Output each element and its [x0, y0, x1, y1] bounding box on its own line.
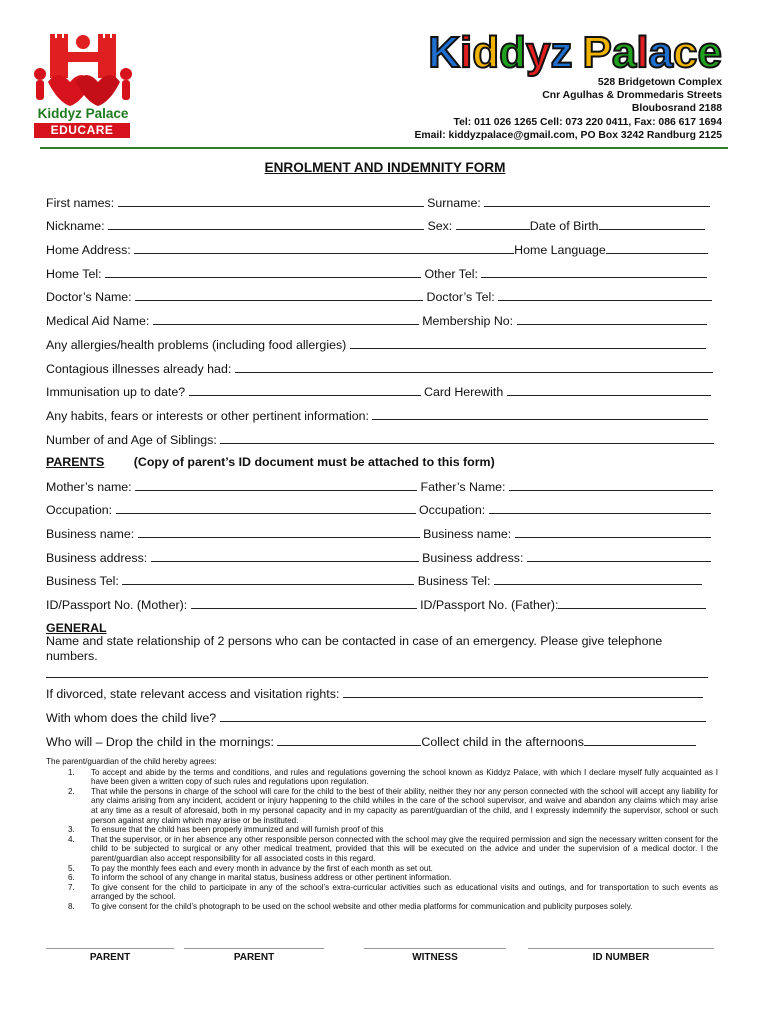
id-father-label: ID/Passport No. (Father):	[420, 598, 559, 612]
contagious-field[interactable]	[235, 361, 713, 373]
row-whom	[46, 710, 706, 725]
row-tel	[46, 266, 707, 281]
row-contagious	[46, 361, 713, 376]
business-address-mother-field[interactable]	[151, 550, 419, 562]
dob-label: Date of Birth	[529, 219, 599, 233]
siblings-label: Number of and Age of Siblings:	[46, 433, 217, 447]
signature-parent-2[interactable]: PARENT	[184, 948, 324, 963]
brand-letter: a	[648, 28, 674, 77]
id-mother-field[interactable]	[191, 597, 417, 609]
address-line: Cnr Agulhas & Drommedaris Streets	[542, 90, 722, 102]
header-divider	[40, 147, 728, 149]
term-item: 3. To ensure that the child has been properly immunized and will furnish proof of this	[68, 825, 384, 835]
parents-heading: PARENTS	[46, 455, 105, 469]
doctors-tel-field[interactable]	[498, 289, 712, 301]
immunisation-label: Immunisation up to date?	[46, 385, 186, 399]
medical-aid-field[interactable]	[153, 313, 419, 325]
first-names-field[interactable]	[118, 195, 424, 207]
occupation-mother-label: Occupation:	[46, 503, 113, 517]
row-parents-heading	[46, 455, 495, 469]
address-line: Email: kiddyzpalace@gmail.com, PO Box 3242 Randburg 2125	[414, 129, 722, 141]
whom-field[interactable]	[220, 710, 706, 722]
address-line: Bloubosrand 2188	[631, 103, 722, 115]
nickname-label: Nickname:	[46, 219, 105, 233]
term-item: 1. To accept and abide by the terms and conditions, and rules and regulations governing the school known as Kiddyz Palace, with which I declare myself fully acquainted as I have been given a written copy of such rules and regulations upon regulation.	[68, 767, 718, 787]
home-tel-label: Home Tel:	[46, 267, 102, 281]
siblings-field[interactable]	[220, 432, 714, 444]
row-id	[46, 597, 706, 612]
brand-letter: z	[550, 28, 573, 77]
home-language-field[interactable]	[606, 242, 708, 254]
doctors-name-label: Doctor’s Name:	[46, 290, 132, 304]
school-address	[414, 76, 722, 142]
id-father-field[interactable]	[558, 597, 706, 609]
business-address-father-label: Business address:	[422, 551, 524, 565]
other-tel-field[interactable]	[481, 266, 707, 278]
business-address-father-field[interactable]	[527, 550, 711, 562]
surname-field[interactable]	[484, 195, 710, 207]
drop-label: Who will – Drop the child in the mornings:	[46, 735, 274, 749]
business-tel-father-label: Business Tel:	[417, 574, 491, 588]
logo-name: Kiddyz Palace	[37, 106, 129, 121]
habits-label: Any habits, fears or interests or other pertinent information:	[46, 409, 370, 423]
home-tel-field[interactable]	[105, 266, 421, 278]
drop-field[interactable]	[277, 734, 421, 746]
divorced-label: If divorced, state relevant access and visitation rights:	[46, 687, 340, 701]
brand-letter: i	[459, 28, 473, 77]
whom-label: With whom does the child live?	[46, 711, 217, 725]
row-doctor	[46, 289, 712, 304]
home-language-label: Home Language	[514, 243, 606, 257]
allergies-field[interactable]	[350, 337, 706, 349]
row-immunisation	[46, 384, 711, 399]
brand-letter: c	[673, 28, 698, 77]
term-item: 5. To pay the monthly fees each and every month in advance by the first of each month as set out.	[68, 863, 433, 873]
home-address-label: Home Address:	[46, 243, 131, 257]
terms-list	[46, 768, 718, 912]
business-name-father-field[interactable]	[515, 526, 711, 538]
business-tel-father-field[interactable]	[494, 573, 702, 585]
row-occupation	[46, 502, 711, 517]
divorced-field[interactable]	[343, 686, 703, 698]
first-names-label: First names:	[46, 196, 115, 210]
row-general-heading	[46, 621, 107, 635]
sex-field[interactable]	[456, 218, 530, 230]
terms-section	[46, 757, 718, 912]
brand-letter: a	[611, 28, 637, 77]
brand-letter: e	[697, 28, 722, 77]
other-tel-label: Other Tel:	[424, 267, 478, 281]
brand-letter: d	[472, 28, 500, 77]
id-number-field[interactable]: ID NUMBER	[528, 948, 714, 963]
brand-letter: K	[428, 28, 460, 77]
term-item: 8. To give consent for the child’s photograph to be used on the school website and other media platforms for communication and publicity purposes solely.	[68, 901, 633, 911]
terms-intro: The parent/guardian of the child hereby agrees:	[46, 757, 217, 766]
allergies-label: Any allergies/health problems (including food allergies)	[46, 338, 347, 352]
card-label: Card Herewith	[424, 385, 504, 399]
row-allergies	[46, 337, 706, 352]
home-address-field[interactable]	[134, 242, 514, 254]
collect-field[interactable]	[584, 734, 696, 746]
doctors-tel-label: Doctor’s Tel:	[426, 290, 495, 304]
address-line: 528 Bridgetown Complex	[597, 77, 722, 88]
contagious-label: Contagious illnesses already had:	[46, 362, 232, 376]
habits-field[interactable]	[372, 408, 708, 420]
row-habits	[46, 408, 708, 423]
signature-parent-1[interactable]: PARENT	[46, 948, 174, 963]
fathers-name-field[interactable]	[509, 479, 713, 491]
mothers-name-label: Mother’s name:	[46, 480, 132, 494]
business-tel-mother-field[interactable]	[122, 573, 414, 585]
mothers-name-field[interactable]	[135, 479, 417, 491]
business-name-mother-field[interactable]	[138, 526, 420, 538]
doctors-name-field[interactable]	[135, 289, 423, 301]
sex-label: Sex:	[427, 219, 453, 233]
brand-letter: l	[636, 28, 649, 77]
occupation-father-field[interactable]	[489, 502, 711, 514]
row-business-name	[46, 526, 711, 541]
logo-educare: EDUCARE	[34, 123, 130, 138]
general-heading: GENERAL	[46, 621, 107, 635]
brand-letter: d	[499, 28, 526, 77]
row-names	[46, 195, 710, 210]
occupation-mother-field[interactable]	[116, 502, 416, 514]
brand-letter: y	[525, 28, 551, 77]
address-line: Tel: 011 026 1265 Cell: 073 220 0411, Fax: 086 617 1694	[453, 116, 722, 128]
term-item: 4. That the supervisor, or in her absence any other responsible person connected with the school may give the required permission and sign the necessary written consent for the child to be subjected to surgical or any other medical treatment, provided that this will be executed on the advice and under the supervision of a medical doctor. I the parent/guardian also accept responsibility for all associated costs in this regard.	[68, 834, 718, 863]
form-title: ENROLMENT AND INDEMNITY FORM	[264, 160, 506, 175]
term-item: 6. To inform the school of any change in marital status, business address or other pertinent information.	[68, 873, 452, 883]
membership-field[interactable]	[517, 313, 707, 325]
term-item: 7. To give consent for the child to participate in any of the school’s extra-curricular activities such as educational visits and outings, and for transportation to such events as arranged by the school.	[68, 882, 718, 902]
row-business-address	[46, 550, 711, 565]
card-field[interactable]	[507, 384, 711, 396]
dob-field[interactable]	[599, 218, 705, 230]
row-siblings	[46, 432, 714, 447]
business-name-mother-label: Business name:	[46, 527, 135, 541]
immunisation-field[interactable]	[189, 384, 421, 396]
fathers-name-label: Father’s Name:	[420, 480, 506, 494]
business-tel-mother-label: Business Tel:	[46, 574, 119, 588]
term-item: 2. That while the persons in charge of the school will care for the child to the best of their ability, neither they nor any person connected with the school will accept any liability for any claims arising from any incident, accident or injury happening to the child whiles in the care of the school supervisor, and waive and abandon any claims which may arise at any time as a result of aforesaid, both in my personal capacity and in my capacity as parent/guardian of the child, and I expressly indemnify the supervisor, school or such person against any claim which may arise or be instituted.	[68, 786, 718, 825]
medical-aid-label: Medical Aid Name:	[46, 314, 150, 328]
business-address-mother-label: Business address:	[46, 551, 148, 565]
emergency-instruction: Name and state relationship of 2 persons who can be contacted in case of an emergency. Please give telephone numbers.	[46, 634, 663, 663]
row-nickname	[46, 218, 705, 233]
brand-letter: P	[582, 28, 612, 77]
business-name-father-label: Business name:	[423, 527, 512, 541]
parents-note: (Copy of parent’s ID document must be attached to this form)	[133, 455, 495, 469]
row-divorced	[46, 686, 703, 701]
membership-label: Membership No:	[422, 314, 514, 328]
occupation-father-label: Occupation:	[419, 503, 486, 517]
id-mother-label: ID/Passport No. (Mother):	[46, 598, 188, 612]
row-medical	[46, 313, 707, 328]
collect-label: Collect child in the afternoons	[421, 735, 584, 749]
row-business-tel	[46, 573, 702, 588]
nickname-field[interactable]	[108, 218, 424, 230]
brand-title	[428, 28, 722, 78]
row-drop-collect	[46, 734, 696, 749]
surname-label: Surname:	[427, 196, 481, 210]
row-address	[46, 242, 708, 257]
emergency-field[interactable]	[46, 666, 708, 678]
row-parent-names	[46, 479, 713, 494]
signature-witness[interactable]: WITNESS	[364, 948, 506, 963]
